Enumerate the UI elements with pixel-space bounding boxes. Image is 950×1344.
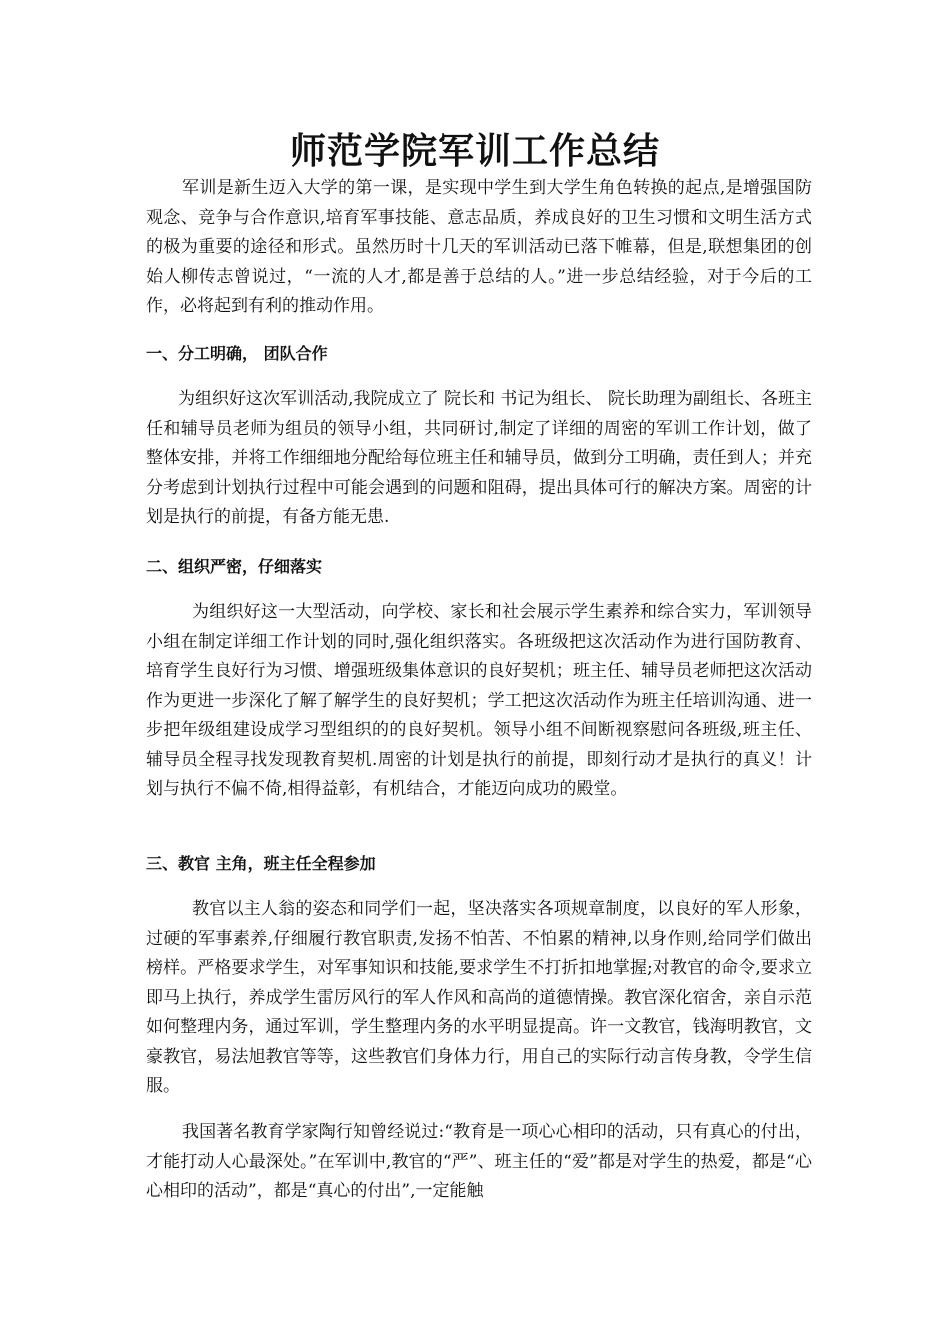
document-title: 师范学院军训工作总结 [289, 131, 660, 172]
paragraph-section-2: 为组织好这一大型活动，向学校、家长和社会展示学生素养和综合实力，军训领导小组在制定详细工作计划的同时,强化组织落实。各班级把这次活动作为进行国防教育、培育学生良好行为习惯、增强班级集体意识的良好契机；班主任、辅导员老师把这次活动作为更进一步深化了解了解学生的良好契机；学工把这次活动作为班主任培训沟通、进一步把年级组建设成学习型组织的的良好契机。领导小组不间断视察慰问各班级,班主任、辅导员全程寻找发现教育契机.周密的计划是执行的前提，即刻行动才是执行的真义！计划与执行不偏不倚,相得益彰，有机结合，才能迈向成功的殿堂。 [146, 602, 812, 799]
section-heading-1: 一、分工明确， 团队合作 [146, 344, 328, 363]
section-heading-2: 二、组织严密，仔细落实 [146, 557, 323, 576]
paragraph-section-3: 教官以主人翁的姿态和同学们一起，坚决落实各项规章制度，以良好的军人形象，过硬的军事素养,仔细履行教官职责,发扬不怕苦、不怕累的精神,以身作则,给同学们做出榜样。严格要求学生，对军事知识和技能,要求学生不打折扣地掌握;对教官的命令,要求立即马上执行，养成学生雷厉风行的军人作风和高尚的道德情操。教官深化宿舍，亲自示范如何整理内务，通过军训，学生整理内务的水平明显提高。许一文教官，钱海明教官，文豪教官，易法旭教官等等，这些教官们身体力行，用自己的实际行动言传身教，令学生信服。 [146, 899, 812, 1096]
paragraph-section-3-continued: 我国著名教育学家陶行知曾经说过:“教育是一项心心相印的活动，只有真心的付出，才能打动人心最深处。”在军训中,教官的“严”、班主任的“爱”都是对学生的热爱，都是“心心相印的活动”，都是“真心的付出”,一定能触 [146, 1122, 812, 1201]
paragraph-intro: 军训是新生迈入大学的第一课，是实现中学生到大学生角色转换的起点,是增强国防观念、竞争与合作意识,培育军事技能、意志品质，养成良好的卫生习惯和文明生活方式的极为重要的途径和形式。虽然历时十几天的军训活动已落下帷幕，但是,联想集团的创始人柳传志曾说过，“一流的人才,都是善于总结的人。”进一步总结经验，对于今后的工作，必将起到有利的推动作用。 [146, 178, 812, 316]
paragraph-section-1: 为组织好这次军训活动,我院成立了 院长和 书记为组长、 院长助理为副组长、各班主任和辅导员老师为组员的领导小组，共同研讨,制定了详细的周密的军训工作计划，做了整体安排，并将工作细细地分配给每位班主任和辅导员，做到分工明确，责任到人；并充分考虑到计划执行过程中可能会遇到的问题和阻碍，提出具体可行的解决方案。周密的计划是执行的前提，有备方能无患. [146, 389, 812, 527]
section-heading-3: 三、教官 主角，班主任全程参加 [146, 854, 376, 873]
